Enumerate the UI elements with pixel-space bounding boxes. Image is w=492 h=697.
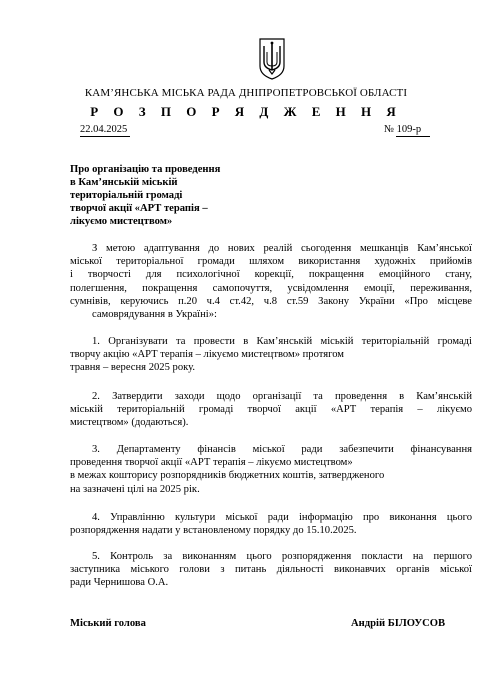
document-number: № 109-р: [384, 124, 422, 135]
item-4-line: 4. Управлінню культури міської ради інформацію про виконання цього: [92, 512, 472, 523]
item-5-line: заступника міського голови з питань діяльності виконавчих органів міської: [70, 564, 472, 575]
subject-line: творчої акції «АРТ терапія –: [70, 203, 208, 214]
preamble-line: сумнівів, керуючись п.20 ч.4 ст.42, ч.8 ст.59 Закону України «Про місцеве: [70, 296, 472, 307]
preamble-line: З метою адаптування до нових реалій сьогодення мешканців Кам’янської: [92, 243, 472, 254]
council-name: КАМ’ЯНСЬКА МІСЬКА РАДА ДНІПРОПЕТРОВСЬКОЇ ОБЛАСТІ: [84, 87, 408, 99]
document-date: 22.04.2025: [80, 124, 128, 135]
document-title: Р О З П О Р Я Д Ж Е Н Н Я: [90, 104, 402, 119]
item-2-line: 2. Затвердити заходи щодо організації та проведення в Кам’янській: [92, 391, 472, 402]
item-4-line: розпорядження надати у встановленому порядку до 15.10.2025.: [70, 525, 357, 536]
item-5-line: 5. Контроль за виконанням цього розпорядження покласти на першого: [92, 551, 472, 562]
subject-line: лікуємо мистецтвом»: [70, 216, 173, 227]
item-3-line: 3. Департаменту фінансів міської ради забезпечити фінансування: [92, 444, 472, 455]
preamble-line: самоврядування в Україні»:: [92, 309, 217, 320]
item-3-line: в межах кошторису розпорядників бюджетних коштів, затвердженого: [70, 470, 385, 481]
number-underline: [396, 136, 430, 137]
item-1-line: травня – вересня 2025 року.: [70, 362, 196, 373]
item-1-line: 1. Організувати та провести в Кам’янській міській територіальній громаді: [92, 336, 472, 347]
signatory-position: Міський голова: [70, 618, 146, 629]
preamble-line: міської територіальної громади шляхом використання художніх прийомів: [70, 256, 472, 267]
coat-of-arms-emblem: [258, 38, 286, 80]
item-3-line: на зазначені цілі на 2025 рік.: [70, 484, 200, 495]
subject-line: територіальній громаді: [70, 190, 183, 201]
item-5-line: ради Чернишова О.А.: [70, 577, 169, 588]
item-2-line: міській територіальній громаді творчої акції «АРТ терапія – лікуємо: [70, 404, 472, 415]
signatory-name: Андрій БІЛОУСОВ: [351, 618, 446, 629]
item-1-line: творчу акцію «АРТ терапія – лікуємо мистецтвом» протягом: [70, 349, 345, 360]
item-2-line: мистецтвом» (додаються).: [70, 417, 189, 428]
subject-line: Про організацію та проведення: [70, 164, 221, 175]
preamble-line: полегшення, покращення самопочуття, усвідомлення емоції, переживання,: [70, 283, 472, 294]
item-3-line: проведення творчої акції «АРТ терапія – лікуємо мистецтвом»: [70, 457, 353, 468]
date-underline: [80, 136, 130, 137]
subject-line: в Кам’янській міській: [70, 177, 178, 188]
preamble-line: і творчості для психологічної корекції, покращення емоційного стану,: [70, 269, 472, 280]
